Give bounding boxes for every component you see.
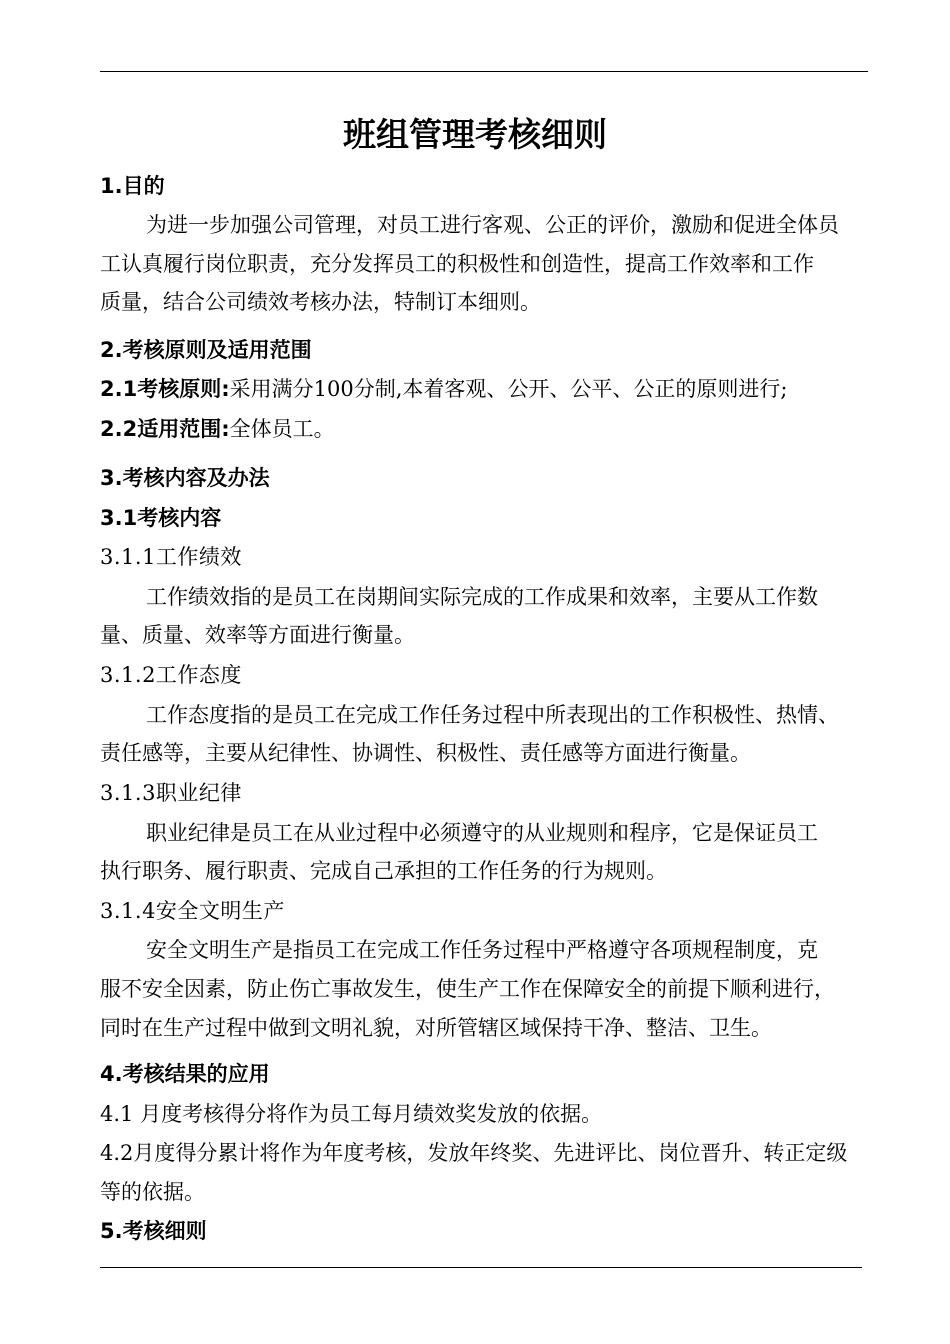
section-2-1	[100, 375, 787, 403]
item-3-1-2-line-2: 责任感等，主要从纪律性、协调性、积极性、责任感等方面进行衡量。	[100, 741, 751, 765]
section-4-heading: 4.考核结果的应用	[100, 1062, 270, 1086]
item-3-1-2-heading: 3.1.2工作态度	[100, 663, 242, 687]
section-2-2-text: 全体员工。	[229, 417, 335, 441]
section-4-line-1: 4.1 月度考核得分将作为员工每月绩效奖发放的依据。	[100, 1102, 603, 1126]
document-title: 班组管理考核细则	[343, 115, 607, 154]
section-2-2	[100, 415, 335, 443]
section-2-heading: 2.考核原则及适用范围	[100, 338, 312, 362]
item-3-1-3-line-2: 执行职务、履行职责、完成自己承担的工作任务的行为规则。	[100, 859, 667, 883]
item-3-1-4-heading: 3.1.4安全文明生产	[100, 899, 285, 923]
section-1-line-3: 质量，结合公司绩效考核办法，特制订本细则。	[100, 290, 541, 314]
section-2-1-text: 采用满分100分制,本着客观、公开、公平、公正的原则进行;	[229, 377, 788, 401]
item-3-1-4-line-2: 服不安全因素，防止伤亡事故发生，使生产工作在保障安全的前提下顺利进行，	[100, 977, 835, 1001]
section-5-heading: 5.考核细则	[100, 1219, 207, 1243]
item-3-1-1-heading: 3.1.1工作绩效	[100, 545, 242, 569]
section-2-2-label: 2.2适用范围:	[100, 417, 230, 441]
item-3-1-1-line-2: 量、质量、效率等方面进行衡量。	[100, 623, 415, 647]
footer-rule	[100, 1267, 862, 1268]
section-3-heading: 3.考核内容及办法	[100, 466, 270, 490]
section-4-line-2: 4.2月度得分累计将作为年度考核，发放年终奖、先进评比、岗位晋升、转正定级	[100, 1141, 848, 1165]
section-4-line-3: 等的依据。	[100, 1180, 205, 1204]
section-1-line-2: 工认真履行岗位职责，充分发挥员工的积极性和创造性，提高工作效率和工作	[100, 252, 814, 276]
section-2-1-label: 2.1考核原则:	[100, 377, 230, 401]
item-3-1-3-line-1: 职业纪律是员工在从业过程中必须遵守的从业规则和程序，它是保证员工	[146, 821, 818, 845]
item-3-1-4-line-3: 同时在生产过程中做到文明礼貌，对所管辖区域保持干净、整洁、卫生。	[100, 1016, 772, 1040]
item-3-1-3-heading: 3.1.3职业纪律	[100, 781, 242, 805]
item-3-1-1-line-1: 工作绩效指的是员工在岗期间实际完成的工作成果和效率，主要从工作数	[146, 585, 818, 609]
item-3-1-2-line-1: 工作态度指的是员工在完成工作任务过程中所表现出的工作积极性、热情、	[146, 703, 839, 727]
section-1-line-1: 为进一步加强公司管理，对员工进行客观、公正的评价，激励和促进全体员	[146, 213, 839, 237]
item-3-1-4-line-1: 安全文明生产是指员工在完成工作任务过程中严格遵守各项规程制度，克	[146, 938, 818, 962]
section-3-1-heading: 3.1考核内容	[100, 506, 222, 530]
header-rule	[100, 71, 868, 72]
section-1-heading: 1.目的	[100, 174, 165, 198]
